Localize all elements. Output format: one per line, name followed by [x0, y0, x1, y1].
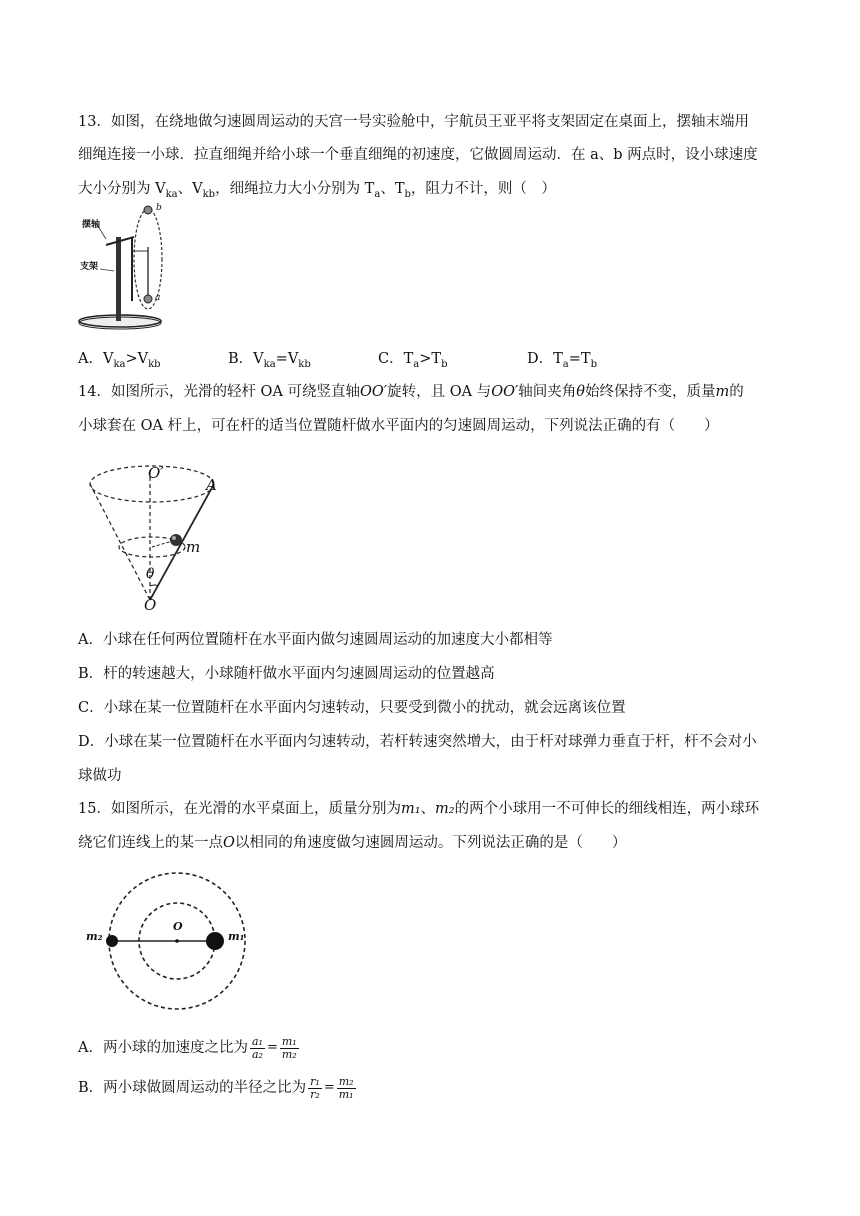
- fraction-m2-m1: $\frac{\text{m₂}}{\text{m₁}}$: [338, 1074, 354, 1101]
- point-b-label: b: [156, 203, 162, 213]
- q15-figure: [84, 868, 264, 1018]
- q13-line-2: 细绳连接一小球．拉直细绳并给小球一个垂直细绳的初速度，它做圆周运动．在 a、b 两点时，设小球速度: [78, 147, 758, 163]
- q13-option-a: A．$V_{ka}>V_{kb}$: [78, 351, 161, 370]
- fraction-a1-a2: $\frac{\text{a₁}}{\text{a₂}}$: [251, 1034, 263, 1061]
- fraction-r1-r2: $\frac{\text{r₁}}{\text{r₂}}$: [310, 1074, 320, 1101]
- q14-line-1: 14．如图所示，光滑的轻杆 OA 可绕竖直轴OO′旋转，且 OA 与OO′轴间夹角θ始终保持不变，质量m的: [78, 384, 744, 400]
- q14-option-b: B．杆的转速越大，小球随杆做水平面内匀速圆周运动的位置越高: [78, 666, 495, 682]
- label-m1: m₁: [228, 930, 245, 943]
- label-o-prime: O′: [148, 464, 164, 482]
- q15-line-1: 15．如图所示，在光滑的水平桌面上，质量分别为m₁、m₂的两个小球用一不可伸长的细线相连，两小球环: [78, 801, 760, 817]
- q14-line-2: 小球套在 OA 杆上，可在杆的适当位置随杆做水平面内的匀速圆周运动，下列说法正确的有（ ）: [78, 418, 719, 434]
- q13-figure: [76, 203, 166, 333]
- label-theta: θ: [146, 566, 155, 582]
- q15-option-a: A．两小球的加速度之比为 $\frac{\text{a₁}}{\text{a₂}}$ = $\frac{\text{m₁}}{\text{m₂}}$: [78, 1034, 297, 1061]
- q13-option-d: D．$T_a=T_b$: [527, 351, 597, 370]
- label-m: m: [186, 538, 201, 556]
- q15-option-b: B．两小球做圆周运动的半径之比为 $\frac{\text{r₁}}{\text{r₂}}$ = $\frac{\text{m₂}}{\text{m₁}}$: [78, 1074, 354, 1101]
- stand-label: 支架: [80, 262, 99, 272]
- label-m2: m₂: [86, 930, 103, 943]
- two-ball-orbit-diagram: [84, 868, 264, 1018]
- q14-option-d-line-1: D．小球在某一位置随杆在水平面内匀速转动，若杆转速突然增大，由于杆对球弹力垂直于杆，杆不会对小: [78, 734, 757, 750]
- q13-line-1: 13．如图，在绕地做匀速圆周运动的天宫一号实验舱中，宇航员王亚平将支架固定在桌面上，摆轴末端用: [78, 114, 749, 130]
- fraction-m1-m2: $\frac{\text{m₁}}{\text{m₂}}$: [281, 1034, 297, 1061]
- q14-option-a: A．小球在任何两位置随杆在水平面内做匀速圆周运动的加速度大小都相等: [78, 632, 553, 648]
- q13-option-b: B．$V_{ka}=V_{kb}$: [228, 351, 311, 370]
- q13-option-c: C．$T_a>T_b$: [378, 351, 448, 370]
- q14-option-c: C．小球在某一位置随杆在水平面内匀速转动，只要受到微小的扰动，就会远离该位置: [78, 700, 626, 716]
- q13-line-3: 大小分别为 $V_{ka}$、$V_{kb}$，细绳拉力大小分别为 $T_a$、$T_b$，阻力不计，则（ ）: [78, 181, 556, 200]
- q14-figure: [80, 440, 240, 616]
- q14-option-d-line-2: 球做功: [78, 768, 122, 784]
- axis-label: 摆轴: [82, 220, 101, 230]
- label-a: A: [206, 476, 217, 494]
- point-a-label: a: [155, 293, 161, 303]
- q15-line-2: 绕它们连线上的某一点O以相同的角速度做匀速圆周运动。下列说法正确的是（ ）: [78, 835, 627, 851]
- label-o: O: [144, 596, 157, 614]
- label-o: O: [173, 920, 183, 933]
